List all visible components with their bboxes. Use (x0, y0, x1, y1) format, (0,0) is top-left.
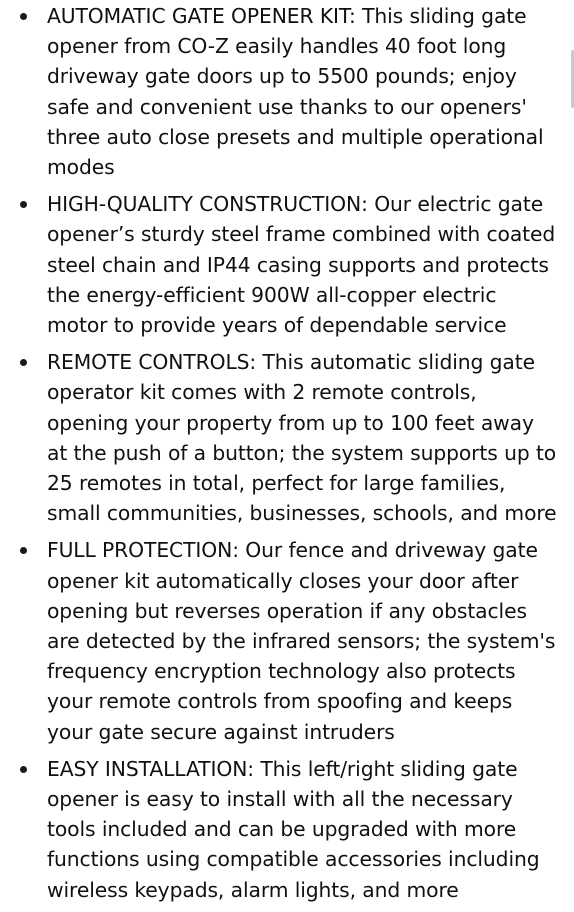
feature-item-high-quality-construction (0, 189, 574, 340)
bullet-icon (20, 359, 27, 366)
bullet-icon (20, 547, 27, 554)
feature-text: FULL PROTECTION: Our fence and driveway gate opener kit automatically closes your door after opening but reverses operation if any obstacles are detected by the infrared sensors; the system's frequency encryption technology also protects your remote controls from spoofing and keeps your gate secure against intruders (47, 538, 556, 744)
feature-item-full-protection (0, 535, 574, 746)
bullet-icon (20, 766, 27, 773)
feature-text: HIGH-QUALITY CONSTRUCTION: Our electric gate opener’s sturdy steel frame combined with coated steel chain and IP44 casing supports and protects the energy-efficient 900W all-copper electric motor to provide years of dependable service (47, 192, 556, 338)
feature-text: AUTOMATIC GATE OPENER KIT: This sliding gate opener from CO-Z easily handles 40 foot long driveway gate doors up to 5500 pounds; enjoy safe and convenient use thanks to our openers' three auto close presets and multiple operational modes (47, 4, 544, 180)
feature-text: REMOTE CONTROLS: This automatic sliding gate operator kit comes with 2 remote controls, opening your property from up to 100 feet away at the push of a button; the system supports up to 25 remotes in total, perfect for large families, small communities, businesses, schools, and more (47, 350, 557, 526)
feature-item-easy-installation (0, 754, 574, 905)
feature-item-automatic-gate-opener-kit (0, 1, 574, 182)
feature-text: EASY INSTALLATION: This left/right sliding gate opener is easy to install with all the necessary tools included and can be upgraded with more functions using compatible accessories including wireless keypads, alarm lights, and more (47, 756, 540, 902)
feature-bullet-list (0, 1, 574, 912)
bullet-icon (20, 201, 27, 208)
bullet-icon (20, 13, 27, 20)
feature-item-remote-controls (0, 347, 574, 528)
